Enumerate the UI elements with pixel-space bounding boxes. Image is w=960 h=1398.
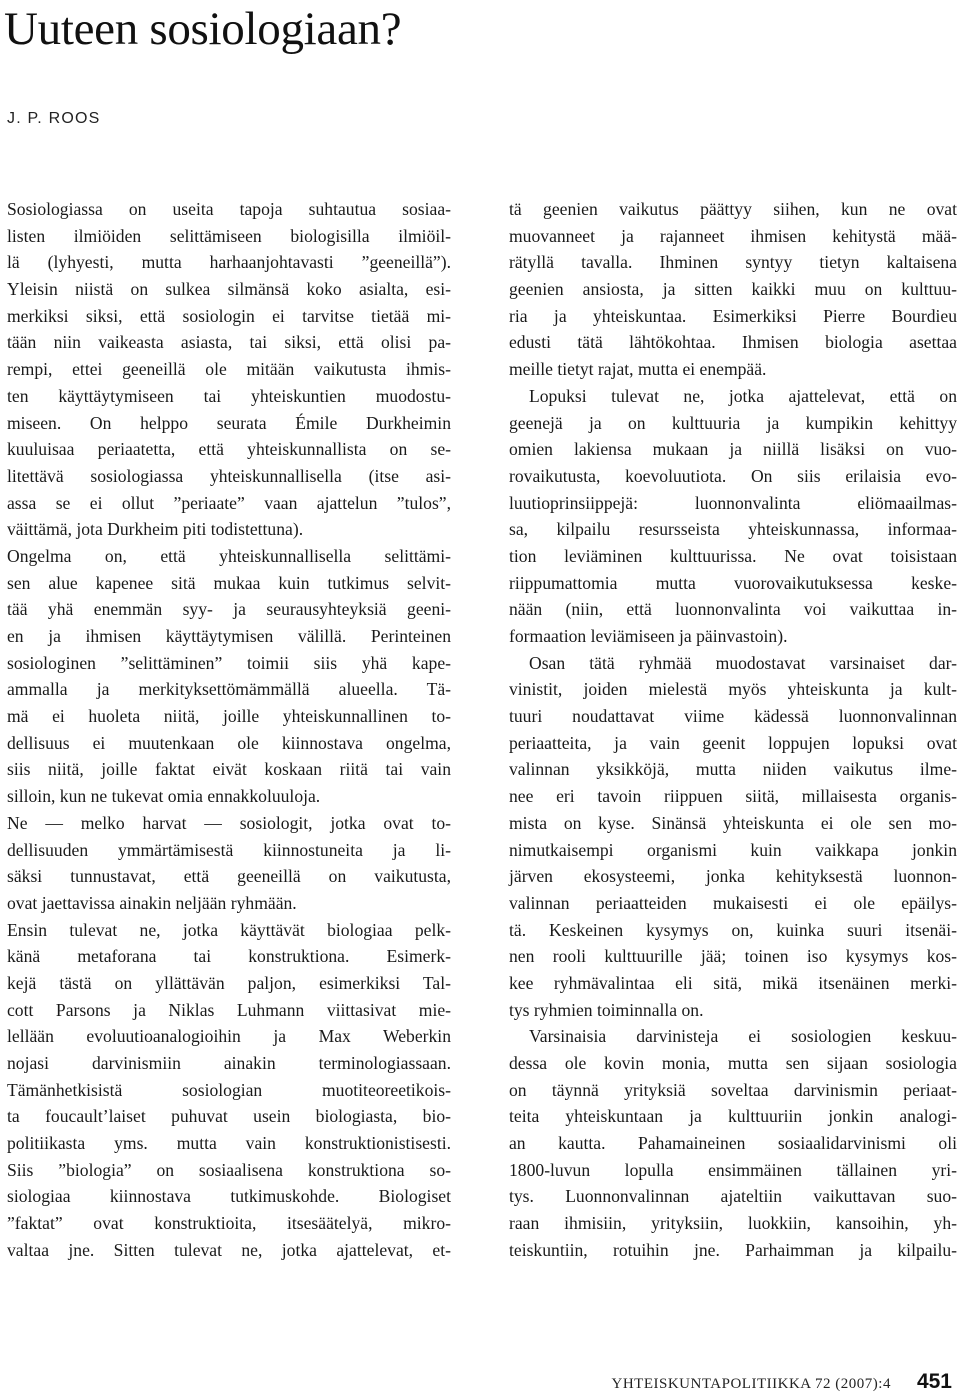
text-line: siis niitä, joille faktat eivät koskaan riitä tai vain — [7, 759, 451, 780]
text-line: kee ryhmävalintaa eli sitä, mikä itsenäinen merki- — [509, 972, 957, 993]
article-title: Uuteen sosiologiaan? — [4, 3, 402, 55]
text-line: silloin, kun ne tukevat omia ennakkoluuloja. — [7, 786, 321, 807]
text-line: assa se ei ollut ”periaate” vaan ajattelun ”tulos”, — [7, 492, 451, 513]
text-line: kejä tästä on yllättävän paljon, esimerkiksi Tal- — [7, 972, 451, 993]
text-line: valtaa jne. Sitten tulevat ne, jotka ajattelevat, et- — [7, 1239, 451, 1260]
text-line: Lopuksi tulevat ne, jotka ajattelevat, että on — [529, 385, 957, 406]
text-line: litettävä sosiologiassa yhteiskunnallisella (itse asi- — [7, 465, 451, 486]
text-line: siologiaa kiinnostava tutkimuskohde. Biologiset — [7, 1186, 451, 1207]
text-line: merkiksi siksi, että sosiologin ei tarvitse tietää mi- — [7, 305, 451, 326]
text-line: an kautta. Pahamaineinen sosiaalidarvinismi oli — [509, 1133, 957, 1154]
text-line: ta foucault’laiset puhuvat usein biologiasta, bio- — [7, 1106, 451, 1127]
text-line: muovanneet ja rajanneet ihmisen kehitystä mää- — [509, 225, 957, 246]
text-line: dessa ole kovin monia, mutta sen sijaan sosiologia — [509, 1053, 957, 1073]
text-line: Osan tätä ryhmää muodostavat varsinaiset dar- — [529, 652, 957, 673]
article-author: J. P. ROOS — [7, 110, 101, 127]
text-line: Ensin tulevat ne, jotka käyttävät biologiaa pelk- — [7, 919, 451, 940]
text-line: lellään evoluutioanalogioihin ja Max Weberkin — [7, 1026, 451, 1047]
text-line: teita yhteiskuntaan ja kulttuuriin jonkin analogi- — [509, 1106, 957, 1127]
text-line: rätyllä tavalla. Ihminen syntyy tietyn kaltaisena — [509, 252, 957, 273]
text-line: tää yhä enemmän syy- ja seurausyhteyksiä geeni- — [7, 599, 451, 620]
text-line: Ongelma on, että yhteiskunnallisella selittämi- — [7, 545, 451, 566]
text-line: listen ilmiöiden selittämiseen biologisilla ilmiöil- — [7, 225, 451, 246]
text-line: nen rooli kulttuurille jää; toinen iso kysymys kos- — [509, 946, 957, 967]
text-line: cott Parsons ja Niklas Luhmann viittasivat mie- — [7, 999, 451, 1020]
text-line: Varsinaisia darvinisteja ei sosiologien keskuu- — [529, 1026, 957, 1047]
text-line: Sosiologiassa on useita tapoja suhtautua sosiaa- — [7, 199, 451, 219]
text-line: ria ja yhteiskuntaa. Esimerkiksi Pierre Bourdieu — [509, 305, 957, 326]
text-line: lä (lyhyesti, mutta harhaanjohtavasti ”geeneillä”). — [7, 252, 451, 273]
text-line: nimutkaisempi organismi kuin vaikkapa jonkin — [509, 839, 957, 860]
text-line: tään niin vaikeasta asiasta, tai siksi, että olisi pa- — [7, 332, 451, 353]
text-line: omien lakiensa mukaan ja niillä lisäksi on vuo- — [509, 439, 957, 460]
text-line: Ne — melko harvat — sosiologit, jotka ovat to- — [7, 812, 451, 833]
text-line: nään (niin, että luonnonvalinta voi vaikuttaa in- — [509, 599, 957, 620]
text-line: raan ihmisiin, yrityksiin, luokkiin, kansoihin, yh- — [509, 1213, 957, 1234]
text-line: sa, kilpailu resursseista yhteiskunnassa, informaa- — [509, 519, 957, 540]
text-line: tä. Keskeinen kysymys on, kuinka suuri itsenäi- — [509, 919, 957, 940]
text-line: tä geenien vaikutus päättyy siihen, kun ne ovat — [509, 199, 957, 219]
text-line: mä ei huoleta niitä, joille yhteiskunnallinen to- — [7, 706, 451, 727]
text-line: on täynnä yrityksiä soveltaa darvinismin periaat- — [509, 1079, 957, 1100]
text-line: miseen. On helppo seurata Émile Durkheimin — [7, 412, 451, 433]
page-footer — [612, 1370, 952, 1394]
text-line: luutioprinsiippejä: luonnonvalinta eliömaailmas- — [509, 492, 957, 513]
text-line: rovaikutusta, koevoluutiota. On siis erilaisia evo- — [509, 465, 957, 486]
text-line: dellisuus ei muutenkaan ole kiinnostava ongelma, — [7, 732, 451, 753]
text-line: sen alue kapenee sitä mukaa kuin tutkimus selvit- — [7, 572, 451, 593]
text-line: meille tietyt rajat, mutta ei enempää. — [509, 359, 767, 380]
text-line: nojasi darvinismiin ainakin terminologiassaan. — [7, 1053, 451, 1073]
text-line: Siis ”biologia” on sosiaalisena konstruktiona so- — [7, 1159, 451, 1180]
text-line: nee eri tavoin riippuen siitä, millaisesta organis- — [509, 786, 957, 807]
journal-name: YHTEISKUNTAPOLITIIKKA 72 (2007):4 — [611, 1376, 891, 1392]
text-line: säksi tunnustavat, että geeneillä on vaikutusta, — [7, 866, 451, 887]
text-line: järven ekosysteemi, jonka kehityksestä luonnon- — [509, 866, 957, 887]
text-line: dellisuuden ymmärtämisestä kiinnostuneita ja li- — [7, 839, 451, 860]
text-line: ”faktat” ovat konstruktioita, itsesäätelyä, mikro- — [7, 1213, 451, 1234]
text-line: valinnan yksikköjä, mutta niiden vaikutus ilme- — [509, 759, 957, 780]
text-line: känä metaforana tai konstruktiona. Esimerk- — [7, 946, 451, 967]
page-number: 451 — [916, 1370, 952, 1393]
text-line: geenien ansiosta, ja sitten kaikki muu on kulttuu- — [509, 279, 957, 300]
text-line: Yleisin niistä on sulkea silmänsä koko asialta, esi- — [7, 279, 451, 300]
text-column-left — [7, 196, 451, 1264]
text-line: tuuri noudattavat viime kädessä luonnonvalinnan — [509, 706, 957, 727]
text-line: vinistit, joiden mielestä myös yhteiskunta ja kult- — [509, 679, 957, 700]
text-line: teiskuntiin, rotuihin jne. Parhaimman ja kilpailu- — [509, 1239, 957, 1260]
text-line: Tämänhetkisistä sosiologian muotiteoreetikois- — [7, 1079, 451, 1100]
text-line: 1800-luvun lopulla ensimmäinen tällainen yri- — [509, 1159, 957, 1180]
text-line: en ja ihmisen käyttäytymisen välillä. Perinteinen — [7, 626, 451, 646]
text-line: sosiologinen ”selittäminen” toimii siis yhä kape- — [7, 652, 451, 673]
text-line: geenejä ja on kulttuuria ja kumpikin kehittyy — [509, 412, 957, 433]
text-line: tys ryhmien toiminnalla on. — [509, 999, 704, 1020]
text-line: mista on kyse. Sinänsä yhteiskunta ei ole sen mo- — [509, 812, 957, 833]
text-line: politiikasta yms. mutta vain konstruktionistisesti. — [7, 1133, 451, 1154]
text-line: riippumattomia mutta vuorovaikutuksessa keske- — [509, 572, 957, 593]
text-line: edusti tätä lähtökohtaa. Ihmisen biologia asettaa — [509, 332, 957, 353]
text-line: väittämä, jota Durkheim piti todistettuna). — [7, 519, 304, 540]
text-line: formaation leviämiseen ja päinvastoin). — [509, 626, 788, 646]
text-line: ten käyttäytymiseen tai yhteiskuntien muodostu- — [7, 385, 451, 406]
text-line: ovat jaettavissa ainakin neljään ryhmään. — [7, 892, 297, 913]
text-column-right — [509, 196, 957, 1264]
text-line: kuuluisaa periaatetta, että yhteiskunnallista on se- — [7, 439, 451, 460]
text-line: periaatteita, ja vain geenit loppujen lopuksi ovat — [509, 732, 957, 753]
text-line: ammalla ja merkityksettömämmällä alueella. Tä- — [7, 679, 451, 700]
text-line: tion leviäminen kulttuurissa. Ne ovat toisistaan — [509, 545, 957, 566]
text-line: rempi, ettei geeneillä ole mitään vaikutusta ihmis- — [7, 359, 451, 380]
text-line: valinnan periaatteiden mukaisesti ei ole epäilys- — [509, 892, 957, 913]
text-line: tys. Luonnonvalinnan ajateltiin vaikuttavan suo- — [509, 1186, 957, 1207]
